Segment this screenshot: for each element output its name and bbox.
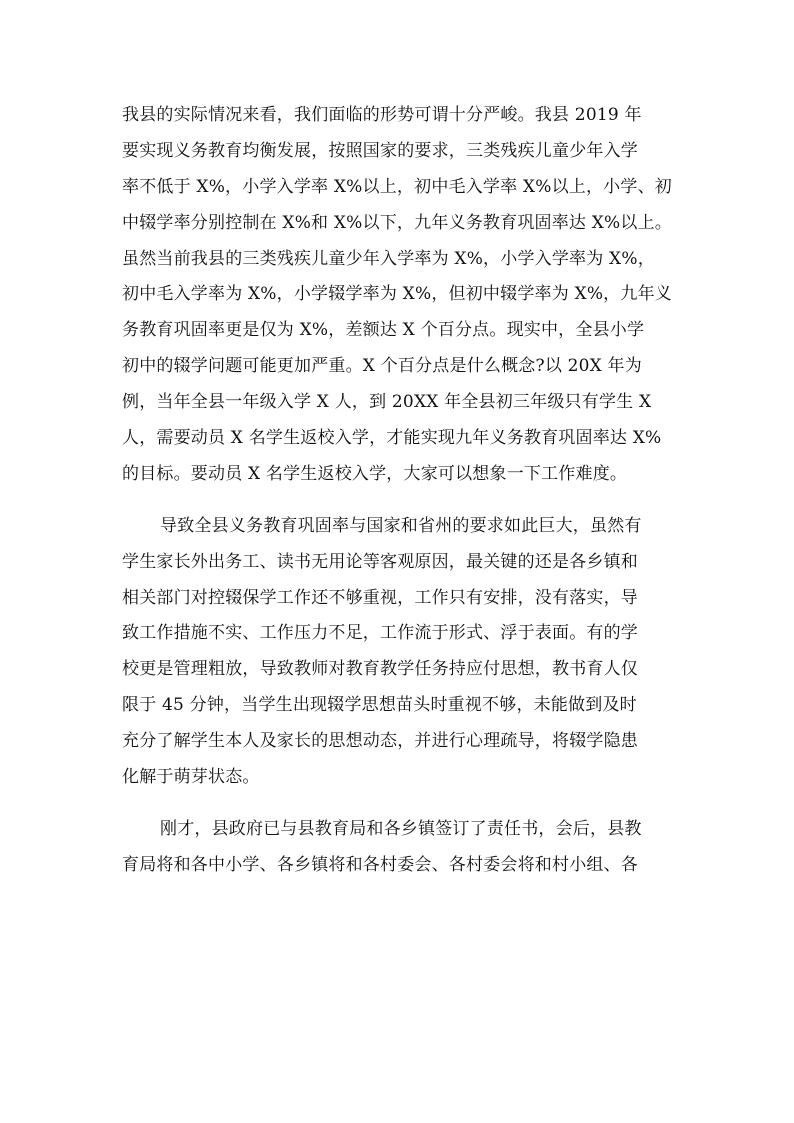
- text-line: 人，需要动员 X 名学生返校入学，才能实现九年义务教育巩固率达 X%: [122, 428, 662, 449]
- text-line: 务教育巩固率更是仅为 X%，差额达 X 个百分点。现实中，全县小学: [122, 320, 645, 341]
- paragraph-spacer: [122, 493, 682, 509]
- text-line: 相关部门对控辍保学工作还不够重视，工作只有安排，没有落实，导: [122, 587, 638, 608]
- text-line: 致工作措施不实、工作压力不足，工作流于形式、浮于表面。有的学: [122, 623, 638, 644]
- text-line: 中辍学率分别控制在 X%和 X%以下，九年义务教育巩固率达 X%以上。: [122, 212, 672, 233]
- text-line: 化解于萌芽状态。: [122, 767, 260, 788]
- paragraph-2: [122, 509, 682, 796]
- paragraph-3: [122, 812, 682, 884]
- text-line: 率不低于 X%，小学入学率 X%以上，初中毛入学率 X%以上，小学、初: [122, 176, 672, 197]
- text-line: 导致全县义务教育巩固率与国家和省州的要求如此巨大，虽然有: [160, 515, 642, 536]
- text-line: 刚才，县政府已与县教育局和各乡镇签订了责任书，会后，县教: [160, 818, 642, 839]
- text-line: 限于 45 分钟，当学生出现辍学思想苗头时重视不够，未能做到及时: [122, 695, 637, 716]
- paragraph-spacer: [122, 796, 682, 812]
- text-line: 育局将和各中小学、各乡镇将和各村委会、各村委会将和村小组、各: [122, 854, 638, 875]
- text-line: 校更是管理粗放，导致教师对教育教学任务持应付思想，教书育人仅: [122, 659, 638, 680]
- text-line: 初中毛入学率为 X%，小学辍学率为 X%，但初中辍学率为 X%，九年义: [122, 284, 672, 305]
- text-line: 要实现义务教育均衡发展，按照国家的要求，三类残疾儿童少年入学: [122, 140, 638, 161]
- text-line: 学生家长外出务工、读书无用论等客观原因，最关键的还是各乡镇和: [122, 551, 638, 572]
- text-line: 我县的实际情况来看，我们面临的形势可谓十分严峻。我县 2019 年: [122, 105, 642, 125]
- text-line: 的目标。要动员 X 名学生返校入学，大家可以想象一下工作难度。: [122, 463, 628, 484]
- document-body: [122, 98, 682, 884]
- text-line: 例，当年全县一年级入学 X 人，到 20XX 年全县初三年级只有学生 X: [122, 392, 652, 413]
- text-line: 充分了解学生本人及家长的思想动态，并进行心理疏导，将辍学隐患: [122, 731, 638, 752]
- text-line: 初中的辍学问题可能更加严重。X 个百分点是什么概念?以 20X 年为: [122, 356, 642, 377]
- paragraph-1: [122, 98, 682, 493]
- text-line: 虽然当前我县的三类残疾儿童少年入学率为 X%，小学入学率为 X%，: [122, 248, 655, 269]
